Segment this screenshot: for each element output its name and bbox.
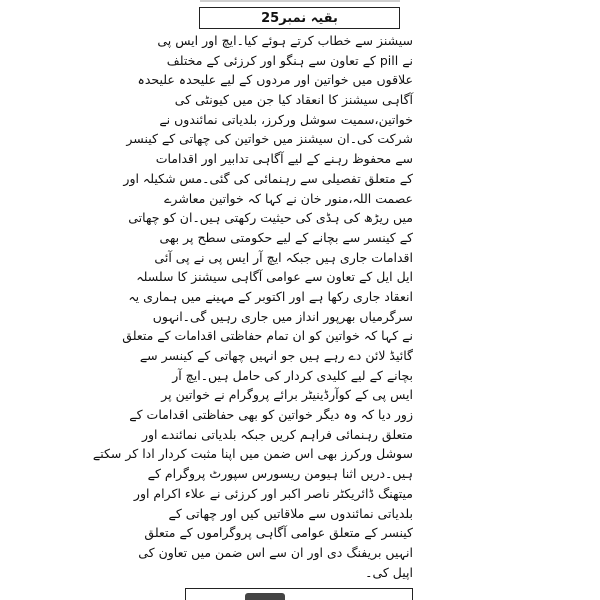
- article-line: سے محفوظ رہنے کے لیے آگاہی تدابیر اور اقدامات: [155, 151, 413, 167]
- article-line: انعقاد جاری رکھا ہے اور اکتوبر کے مہینے میں ہماری یہ: [128, 288, 413, 304]
- article-line: بچانے کے لیے کلیدی کردار کی حامل ہیں۔ایچ آر: [172, 367, 413, 383]
- article-line: شرکت کی۔ان سیشنز میں خواتین کی چھاتی کے کینسر: [126, 131, 413, 147]
- article-line: میں ریڑھ کی ہڈی کی حیثیت رکھتی ہیں۔ان کو چھاتی: [128, 210, 413, 226]
- article-line: ہیں۔دریں اثنا ہیومن ریسورس سپورٹ پروگرام کے: [147, 466, 413, 482]
- article-line: سرگرمیاں بھرپور انداز میں جاری رہیں گی۔انہوں: [152, 308, 413, 324]
- article-line: خواتین،سمیت سوشل ورکرز، بلدیاتی نمائندوں نے: [159, 111, 413, 127]
- article-line: انہیں بریفنگ دی اور ان سے اس ضمن میں تعاون کی: [138, 544, 413, 560]
- next-section-box: [185, 588, 413, 600]
- article-line: کے متعلق تفصیلی سے رہنمائی کی گئی۔مس شکیلہ اور: [123, 170, 413, 186]
- article-line: زور دیا کہ وہ دیگر خواتین کو بھی حفاظتی اقدامات کے: [129, 407, 413, 423]
- article-line: ایس پی کے کوآرڈینیٹر برائے پروگرام نے خواتین پر: [161, 387, 413, 403]
- article-line: ایل ایل کے تعاون سے عوامی آگاہی سیشنز کا سلسلہ: [136, 269, 413, 285]
- top-divider: [200, 0, 400, 2]
- next-section-label-fragment: [245, 593, 285, 600]
- article-line: نے کہا کہ خواتین کو ان تمام حفاظتی اقدامات کے متعلق: [122, 328, 413, 344]
- article-line: سوشل ورکرز بھی اس ضمن میں اپنا مثبت کردار ادا کر سکتے: [92, 446, 413, 462]
- continuation-header: [199, 7, 400, 29]
- article-line: متعلق رہنمائی فراہم کریں جبکہ بلدیاتی نمائندے اور: [141, 426, 413, 442]
- article-line: اقدامات جاری ہیں جبکہ ایچ آر ایس پی نے پی آئی: [154, 249, 413, 265]
- article-line: کے کینسر سے بچانے کے لیے حکومتی سطح پر بھی: [159, 229, 413, 245]
- article-column: [92, 31, 413, 583]
- article-line: گائیڈ لائن دے رہے ہیں جو انہیں چھاتی کے کینسر سے: [139, 348, 413, 363]
- article-line: علاقوں میں خواتین اور مردوں کے لیے علیحدہ علیحدہ: [137, 72, 413, 88]
- article-line: کینسر کے متعلق عوامی آگاہی پروگراموں کے متعلق: [144, 525, 413, 541]
- article-line: نے pill کے تعاون سے ہنگو اور کرزئی کے مختلف: [166, 52, 413, 68]
- continuation-label: بقیہ نمبر25: [261, 10, 338, 26]
- article-line: میتھنگ ڈائریکٹر ناصر اکبر اور کرزئی نے علاء اکرام اور: [133, 485, 413, 501]
- article-line: عصمت اللہ،منور خان نے کہا کہ خواتین معاشرے: [164, 190, 413, 206]
- article-line: اپیل کی۔: [365, 564, 413, 580]
- article-line: بلدیاتی نمائندوں سے ملاقاتیں کیں اور چھاتی کے: [168, 505, 413, 521]
- article-line: آگاہی سیشنز کا انعقاد کیا جن میں کیونٹی کی: [174, 92, 413, 108]
- article-line: سیشنز سے خطاب کرتے ہوئے کیا۔ایچ اور ایس پی: [157, 33, 413, 48]
